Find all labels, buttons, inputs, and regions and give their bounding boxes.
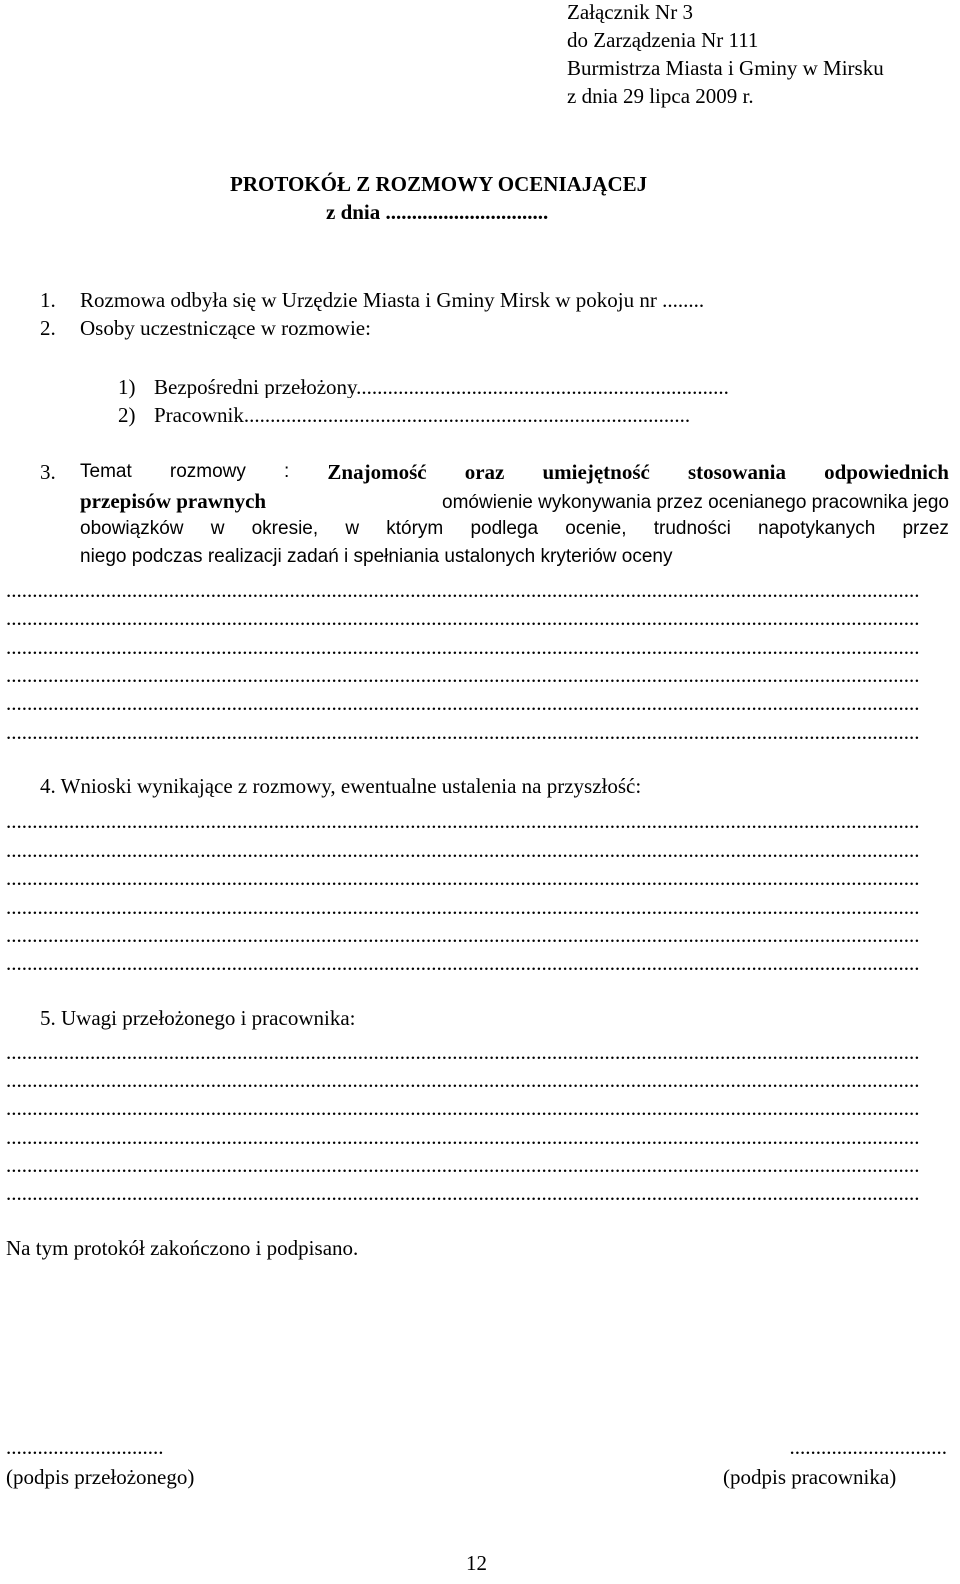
- ordinance-label: do Zarządzenia Nr 111: [567, 28, 759, 52]
- section3-word: obowiązków: [80, 518, 184, 539]
- answer-dotted-line: ..............................................................................................................................................................................: [6, 1127, 920, 1148]
- section3-topic-word: Znajomość: [327, 460, 427, 484]
- answer-dotted-line: ..............................................................................................................................................................................: [6, 925, 920, 946]
- section3-word: podlega: [470, 518, 539, 539]
- answer-dotted-line: ..............................................................................................................................................................................: [6, 665, 920, 686]
- answer-dotted-line: ..............................................................................................................................................................................: [6, 1042, 920, 1063]
- section3-topic-word: przepisów prawnych: [80, 489, 267, 513]
- document-title: PROTOKÓŁ Z ROZMOWY OCENIAJĄCEJ: [230, 172, 648, 196]
- section1-number: 1.: [40, 288, 56, 312]
- issuer-label: Burmistrza Miasta i Gminy w Mirsku: [567, 56, 884, 80]
- answer-dotted-line: ..............................................................................................................................................................................: [6, 637, 920, 658]
- section2-item2-text: Pracownik.....................................................................................: [154, 405, 691, 426]
- section5-text: 5. Uwagi przełożonego i pracownika:: [40, 1006, 356, 1030]
- section3-line1: [80, 462, 949, 483]
- section3-word: którym: [386, 518, 444, 539]
- page-number: 12: [466, 1551, 487, 1575]
- answer-dotted-line: ..............................................................................................................................................................................: [6, 1155, 920, 1176]
- answer-dotted-line: ..............................................................................................................................................................................: [6, 953, 920, 974]
- answer-dotted-line: ..............................................................................................................................................................................: [6, 580, 920, 601]
- section3-line2-rest: omówienie wykonywania przez ocenianego pracownika jego: [442, 492, 949, 513]
- employee-signature-label: (podpis pracownika): [723, 1465, 897, 1489]
- section3-topic-word: umiejętność: [542, 460, 650, 484]
- section3-word: rozmowy: [169, 461, 246, 482]
- attachment-label: Załącznik Nr 3: [567, 0, 693, 24]
- supervisor-signature-line: ..............................: [6, 1437, 164, 1458]
- section3-word: trudności: [653, 518, 731, 539]
- answer-dotted-line: ..............................................................................................................................................................................: [6, 868, 920, 889]
- section2-item1-text: Bezpośredni przełożony.......................................................................: [154, 377, 729, 398]
- section3-word: Temat: [80, 461, 132, 482]
- section3-line4: niego podczas realizacji zadań i spełniania ustalonych kryteriów oceny: [80, 546, 673, 567]
- answer-dotted-line: ..............................................................................................................................................................................: [6, 608, 920, 629]
- answer-dotted-line: ..............................................................................................................................................................................: [6, 1183, 920, 1204]
- section3-word: w: [345, 518, 360, 539]
- section1-text: Rozmowa odbyła się w Urzędzie Miasta i Gminy Mirsk w pokoju nr ........: [80, 288, 705, 312]
- answer-dotted-line: ..............................................................................................................................................................................: [6, 1070, 920, 1091]
- section3-topic-word: odpowiednich: [824, 460, 949, 484]
- section3-topic-word: stosowania: [687, 460, 786, 484]
- section3-topic-word: oraz: [464, 460, 505, 484]
- answer-dotted-line: ..............................................................................................................................................................................: [6, 693, 920, 714]
- section2-item1-number: 1): [118, 375, 136, 399]
- section2-number: 2.: [40, 316, 56, 340]
- answer-dotted-line: ..............................................................................................................................................................................: [6, 722, 920, 743]
- section2-item2-number: 2): [118, 403, 136, 427]
- section4-text: 4. Wnioski wynikające z rozmowy, ewentualne ustalenia na przyszłość:: [40, 774, 642, 798]
- section3-word: okresie,: [251, 518, 319, 539]
- answer-dotted-line: ..............................................................................................................................................................................: [6, 811, 920, 832]
- section3-word: w: [210, 518, 225, 539]
- section3-word: napotykanych: [758, 518, 876, 539]
- date-label: z dnia 29 lipca 2009 r.: [567, 84, 754, 108]
- section3-number: 3.: [40, 460, 56, 484]
- answer-dotted-line: ..............................................................................................................................................................................: [6, 840, 920, 861]
- employee-signature-line: ..............................: [789, 1437, 947, 1458]
- answer-dotted-line: ..............................................................................................................................................................................: [6, 897, 920, 918]
- closing-statement: Na tym protokół zakończono i podpisano.: [6, 1236, 359, 1260]
- document-date-field: z dnia ...............................: [326, 200, 549, 224]
- section3-word: ocenie,: [565, 518, 627, 539]
- section3-word: przez: [902, 518, 949, 539]
- section3-line3: [80, 519, 949, 538]
- supervisor-signature-label: (podpis przełożonego): [6, 1465, 195, 1489]
- section3-word: :: [284, 461, 290, 482]
- section2-text: Osoby uczestniczące w rozmowie:: [80, 316, 371, 340]
- section3-line2: [80, 491, 949, 512]
- answer-dotted-line: ..............................................................................................................................................................................: [6, 1098, 920, 1119]
